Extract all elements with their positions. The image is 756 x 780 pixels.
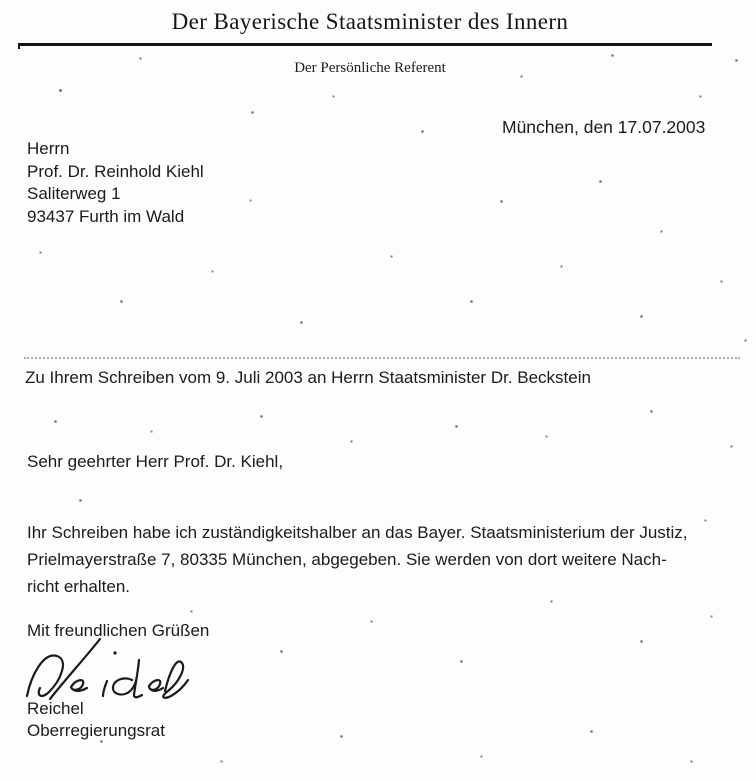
recipient-line: 93437 Furth im Wald xyxy=(27,206,185,226)
body-line: Ihr Schreiben habe ich zuständigkeitshalber an das Bayer. Staatsministerium der Justiz, xyxy=(27,523,688,542)
signature-scribble xyxy=(12,636,194,708)
body-paragraph xyxy=(27,519,753,600)
scan-noise-speckles xyxy=(0,0,1,1)
letterhead-rule xyxy=(18,43,712,46)
closing-phrase: Mit freundlichen Grüßen xyxy=(27,621,210,640)
recipient-block xyxy=(27,138,204,228)
signature-stroke xyxy=(103,681,107,696)
body-line: Prielmayerstraße 7, 80335 München, abgegeben. Sie werden von dort weitere Nach- xyxy=(27,550,667,569)
body-line: richt erhalten. xyxy=(27,577,130,596)
recipient-line: Saliterweg 1 xyxy=(27,184,121,203)
scan-fold-line xyxy=(24,357,740,359)
recipient-line: Prof. Dr. Reinhold Kiehl xyxy=(27,161,204,181)
recipient-line: Herrn xyxy=(27,139,70,158)
letterhead-subtitle: Der Persönliche Referent xyxy=(294,60,446,76)
signature-stroke xyxy=(163,661,188,697)
signature-stroke xyxy=(71,680,87,691)
signer-title: Oberregierungsrat xyxy=(27,721,165,740)
salutation: Sehr geehrter Herr Prof. Dr. Kiehl, xyxy=(27,452,284,471)
letterhead-rule-tick xyxy=(18,43,20,49)
subject-line: Zu Ihrem Schreiben vom 9. Juli 2003 an Herrn Staatsminister Dr. Beckstein xyxy=(25,368,591,387)
letterhead-title: Der Bayerische Staatsminister des Innern xyxy=(171,9,569,34)
signature-i-dot xyxy=(113,651,116,654)
signature-stroke xyxy=(149,680,163,691)
signer-name: Reichel xyxy=(27,699,84,718)
signature-stroke xyxy=(134,660,142,697)
dateline: München, den 17.07.2003 xyxy=(502,117,706,137)
signature-stroke xyxy=(113,678,136,694)
